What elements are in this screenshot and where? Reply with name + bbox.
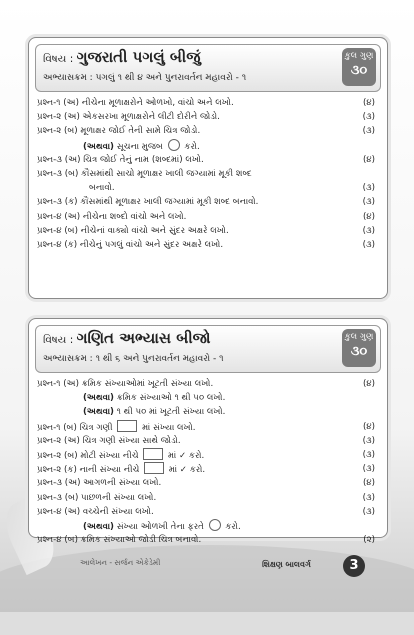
syllabus-line: અભ્યાસક્રમ : પગલું ૧ થી ૪ અને પુનરાવર્તન મહાવરો - ૧ [43, 73, 247, 83]
question-marks: (૩) [362, 112, 375, 123]
question-text: કરો. [225, 521, 241, 532]
question-text: સંખ્યા ઓળખી તેના ફરતે [116, 521, 204, 532]
alternative-tag: (અથવા) [83, 407, 114, 418]
question-marks: (૩) [362, 506, 375, 517]
section-header [35, 325, 381, 373]
question-text: માં સંખ્યા લખો. [142, 422, 196, 433]
marks-label: કુલ ગુણ [344, 51, 374, 61]
page-number-badge: 3 [343, 555, 365, 577]
question-text: ૧ થી ૫૦ માં ખૂટતી સંખ્યા લખો. [116, 407, 226, 418]
subject-label: વિષય : [43, 53, 74, 65]
question-text: પ્રશ્ન-૪ (અ) વચ્ચેની સંખ્યા લખો. [37, 506, 154, 517]
question-text: ક્રમિક સંખ્યાઓ ૧ થી ૫૦ લખો. [116, 393, 226, 404]
question-marks: (૩) [362, 183, 375, 194]
question-text: પ્રશ્ન-૩ (અ) આગળની સંખ્યા લખો. [37, 478, 162, 489]
question-row [37, 139, 379, 153]
answer-circle-icon [209, 519, 221, 531]
question-text: પ્રશ્ન-૪ (બ) ક્રમિક સંખ્યાઓ જોડી ચિત્ર બનાવો. [37, 535, 202, 546]
marks-value: ૩૦ [350, 63, 368, 78]
question-row [37, 181, 379, 195]
question-text: પ્રશ્ન-૧ (અ) નીચેના મૂળાક્ષરોને ઓળખો, વાંચો અને લખો. [37, 98, 234, 108]
footer-series: શિક્ષણ બાલવર્ગ [262, 560, 311, 569]
question-row [37, 124, 379, 138]
question-marks: (૪) [362, 421, 375, 432]
question-marks: (૪) [362, 98, 375, 108]
marks-label: કુલ ગુણ [344, 332, 374, 342]
question-marks: (૪) [362, 478, 375, 489]
question-row [37, 167, 379, 181]
question-marks: (૪) [362, 211, 375, 222]
syllabus-line: અભ્યાસક્રમ : ૧ થી ૬ અને પુનરાવર્તન મહાવરો - ૧ [43, 354, 224, 364]
question-text: પ્રશ્ન-૨ (ક) નાની સંખ્યા નીચે [37, 465, 140, 476]
question-list [37, 377, 379, 547]
alternative-tag: (અથવા) [83, 393, 114, 404]
question-marks: (૩) [362, 197, 375, 208]
question-row [37, 462, 379, 476]
total-marks-badge [342, 329, 376, 367]
question-marks: (૪) [362, 379, 375, 389]
question-marks: (૪) [362, 154, 375, 165]
question-row [37, 420, 379, 434]
question-row [37, 210, 379, 224]
answer-box-icon [144, 462, 164, 474]
question-text: પ્રશ્ન-૪ (અ) નીચેના શબ્દો વાંચો અને લખો. [37, 211, 187, 222]
question-row [37, 491, 379, 505]
alternative-tag: (અથવા) [83, 141, 114, 152]
alternative-tag: (અથવા) [83, 521, 114, 532]
gujarati-section [28, 37, 388, 299]
subject-label: વિષય : [43, 334, 74, 346]
question-text: પ્રશ્ન-૨ (બ) મૂળાક્ષર જોઈ તેની સામે ચિત્ર જોડો. [37, 126, 201, 137]
question-text: પ્રશ્ન-૧ (અ) ક્રમિક સંખ્યાઓમાં ખૂટતી સંખ્યા લખો. [37, 379, 214, 389]
question-text: પ્રશ્ન-૩ (બ) કૌંસમાંથી સાચો મૂળાક્ષર ખાલી જગ્યામાં મૂકી શબ્દ [37, 168, 252, 179]
question-row [37, 505, 379, 519]
answer-box-icon [117, 420, 137, 432]
question-text: પ્રશ્ન-૩ (ક) કૌંસમાંથી મૂળાક્ષર ખાલી જગ્યામાં મૂકી શબ્દ બનાવો. [37, 197, 259, 208]
question-marks: (૩) [362, 225, 375, 236]
question-row [37, 519, 379, 533]
question-marks: (૩) [362, 492, 375, 503]
subject-title [43, 329, 211, 347]
section-header [35, 44, 381, 92]
question-marks: (૨) [363, 535, 375, 546]
question-row [37, 533, 379, 547]
answer-circle-icon [168, 139, 180, 151]
question-text: પ્રશ્ન-૧ (બ) ચિત્ર ગણી [37, 422, 113, 433]
question-text: પ્રશ્ન-૨ (બ) મોટી સંખ્યા નીચે [37, 450, 139, 461]
question-row [37, 238, 379, 252]
question-row [37, 195, 379, 209]
question-row [37, 377, 379, 391]
question-text: પ્રશ્ન-૪ (બ) નીચેનાં વાક્યો વાંચો અને સુંદર અક્ષરે લખો. [37, 225, 229, 236]
question-marks: (૩) [362, 464, 375, 475]
question-marks: (૩) [362, 435, 375, 446]
question-row [37, 476, 379, 490]
question-row [37, 405, 379, 419]
total-marks-badge [342, 48, 376, 86]
question-text: કરો. [184, 141, 200, 152]
question-marks: (૩) [362, 126, 375, 137]
question-row [37, 434, 379, 448]
question-text: પ્રશ્ન-૨ (અ) ચિત્ર ગણી સંખ્યા સાથે જોડો. [37, 435, 181, 446]
question-row [37, 391, 379, 405]
question-row [37, 153, 379, 167]
maths-section [28, 318, 388, 546]
answer-box-icon [143, 448, 163, 460]
question-marks: (૩) [362, 239, 375, 250]
question-text: પ્રશ્ન-૩ (અ) ચિત્ર જોઈ તેનું નામ (શબ્દમાં) લખો. [37, 154, 204, 165]
question-text: માં ✓ કરો. [168, 465, 206, 476]
question-text-continued: બનાવો. [89, 183, 115, 194]
question-row [37, 448, 379, 462]
question-text: માં ✓ કરો. [168, 450, 205, 461]
subject-name: ગુજરાતી પગલું બીજું [76, 48, 201, 66]
question-text: સૂચના મુજબ [116, 141, 163, 152]
question-list [37, 96, 379, 252]
question-row [37, 224, 379, 238]
footer-author: આલેખન - સર્જન એકેડેમી [80, 558, 161, 567]
question-text: પ્રશ્ન-૨ (અ) એકસરખા મૂળાક્ષરોને લીટી દોરીને જોડો. [37, 112, 220, 123]
question-row [37, 110, 379, 124]
subject-name: ગણિત અભ્યાસ બીજો [76, 329, 211, 347]
question-marks: (૩) [362, 449, 375, 460]
marks-value: ૩૦ [350, 344, 368, 359]
question-text: પ્રશ્ન-૩ (બ) પાછળની સંખ્યા લખો. [37, 492, 157, 503]
question-text: પ્રશ્ન-૪ (ક) નીચેનું પગલું વાંચો અને સુંદર અક્ષરે લખો. [37, 239, 224, 250]
question-row [37, 96, 379, 110]
subject-title [43, 48, 200, 66]
